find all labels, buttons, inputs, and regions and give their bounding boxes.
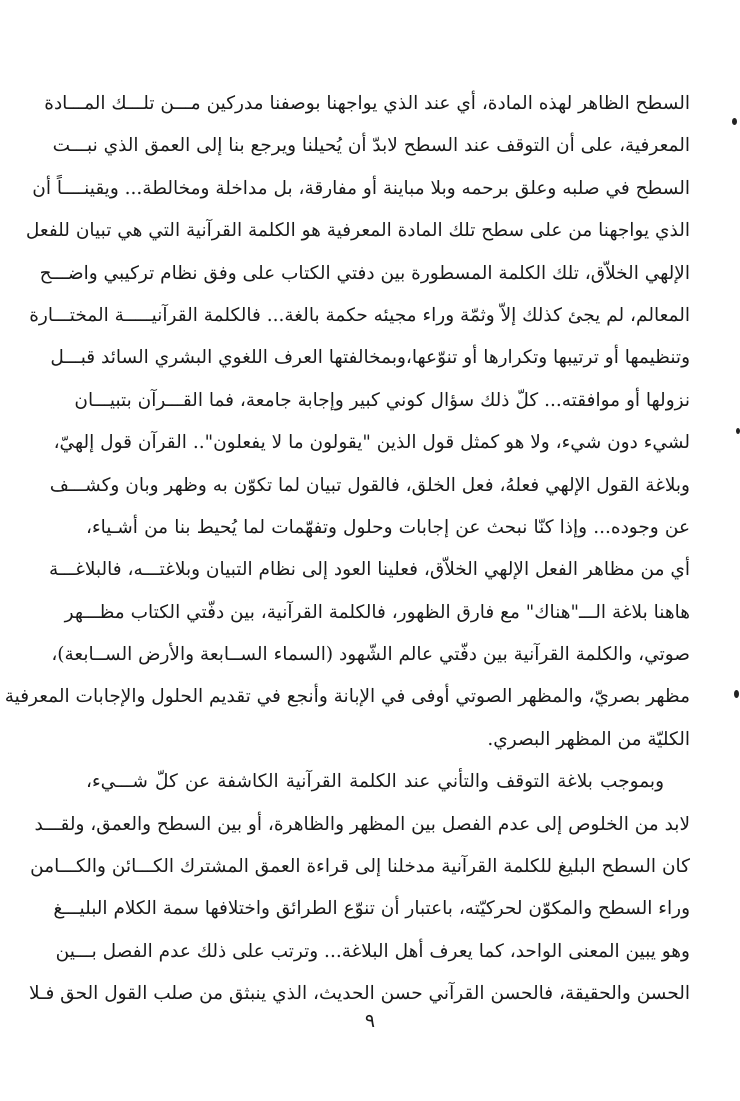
text-line: السطح الظاهر لهذه المادة، أي عند الذي يواجهنا بوصفنا مدركين مـــن تلـــك المـــادة <box>44 93 690 114</box>
text-line: أي من مظاهر الفعل الإلهي الخلاّق، فعلينا العود إلى نظام التبيان وبلاغتـــه، فالبلاغـــة <box>49 559 690 581</box>
text-line: كان السطح البليغ للكلمة القرآنية مدخلنا إلى قراءة العمق المشترك الكـــائن والكـــامن <box>30 856 690 878</box>
scan-edge-mark <box>736 428 740 434</box>
text-line: وتنظيمها أو ترتيبها وتكرارها أو تنوّعها،وبمخالفتها العرف اللغوي البشري السائد قبـــل <box>50 347 690 369</box>
text-line: لابد من الخلوص إلى عدم الفصل بين المظهر والظاهرة، أو بين السطح والعمق، ولقـــد <box>34 813 690 835</box>
paragraph-start-line: وبموجب بلاغة التوقف والتأني عند الكلمة القرآنية الكاشفة عن كلّ شـــيء، <box>86 771 664 793</box>
text-line: المعرفية، على أن التوقف عند السطح لابدّ أن يُحيلنا ويرجع بنا إلى العمق الذي نبـــت <box>52 135 690 157</box>
body-text <box>4 83 690 1016</box>
text-line: المعالم، لم يجئ كذلك إلاّ وثمّة وراء مجيئه حكمة بالغة... فالكلمة القرآنيـــــة المختـــارة <box>29 304 690 326</box>
page-number: ٩ <box>364 1010 376 1032</box>
text-line: وبلاغة القول الإلهي فعلهُ، فعل الخلق، فالقول تبيان لما تكوّن به وظهر وبان وكشـــف <box>49 474 690 496</box>
text-line: وهو يبين المعنى الواحد، كما يعرف أهل البلاغة... وترتب على ذلك عدم الفصل بـــين <box>55 940 690 962</box>
text-line: الحسن والحقيقة، فالحسن القرآني حسن الحديث، الذي ينبثق من صلب القول الحق فـلا <box>28 983 690 1005</box>
text-line: الإلهي الخلاّق، تلك الكلمة المسطورة بين دفتي الكتاب على وفق نظام تركيبي واضـــح <box>39 262 690 284</box>
text-line: لشيء دون شيء، ولا هو كمثل قول الذين "يقولون ما لا يفعلون".. القرآن قول إلهيّ، <box>53 432 690 454</box>
text-line: عن وجوده... وإذا كنّا نبحث عن إجابات وحلول وتفهّمات لما يُحيط بنا من أشـياء، <box>86 516 690 538</box>
text-line: مظهر بصريّ، والمظهر الصوتي أوفى في الإبانة وأنجع في تقديم الحلول والإجابات المعرفية <box>4 686 690 708</box>
text-line: السطح في صلبه وعلق برحمه وبلا مباينة أو مفارقة، بل مداخلة ومخالطة... ويقينــــاً أن <box>32 177 690 199</box>
text-line: هاهنا بلاغة الـــ"هناك" مع فارق الظهور، فالكلمة القرآنية، بين دفّتي الكتاب مظـــهر <box>64 601 690 623</box>
text-line: نزولها أو موافقته... كلّ ذلك سؤال كوني كبير وإجابة جامعة، فما القـــرآن بتبيـــان <box>74 389 690 411</box>
scan-edge-mark <box>732 118 737 125</box>
text-line: الذي يواجهنا من على سطح تلك المادة المعرفية هو الكلمة القرآنية التي هي تبيان للفعل <box>25 220 690 242</box>
text-line: وراء السطح والمكوّن لحركيّته، باعتبار أن تنوّع الطرائق واختلافها سمة الكلام البليـــغ <box>53 898 690 920</box>
paragraph-end-line: الكليّة من المظهر البصري. <box>487 728 690 750</box>
text-line: صوتي، والكلمة القرآنية بين دفّتي عالم الشّهود (السماء الســابعة والأرض الســابعة)، <box>51 644 690 666</box>
scan-edge-mark <box>734 690 739 698</box>
